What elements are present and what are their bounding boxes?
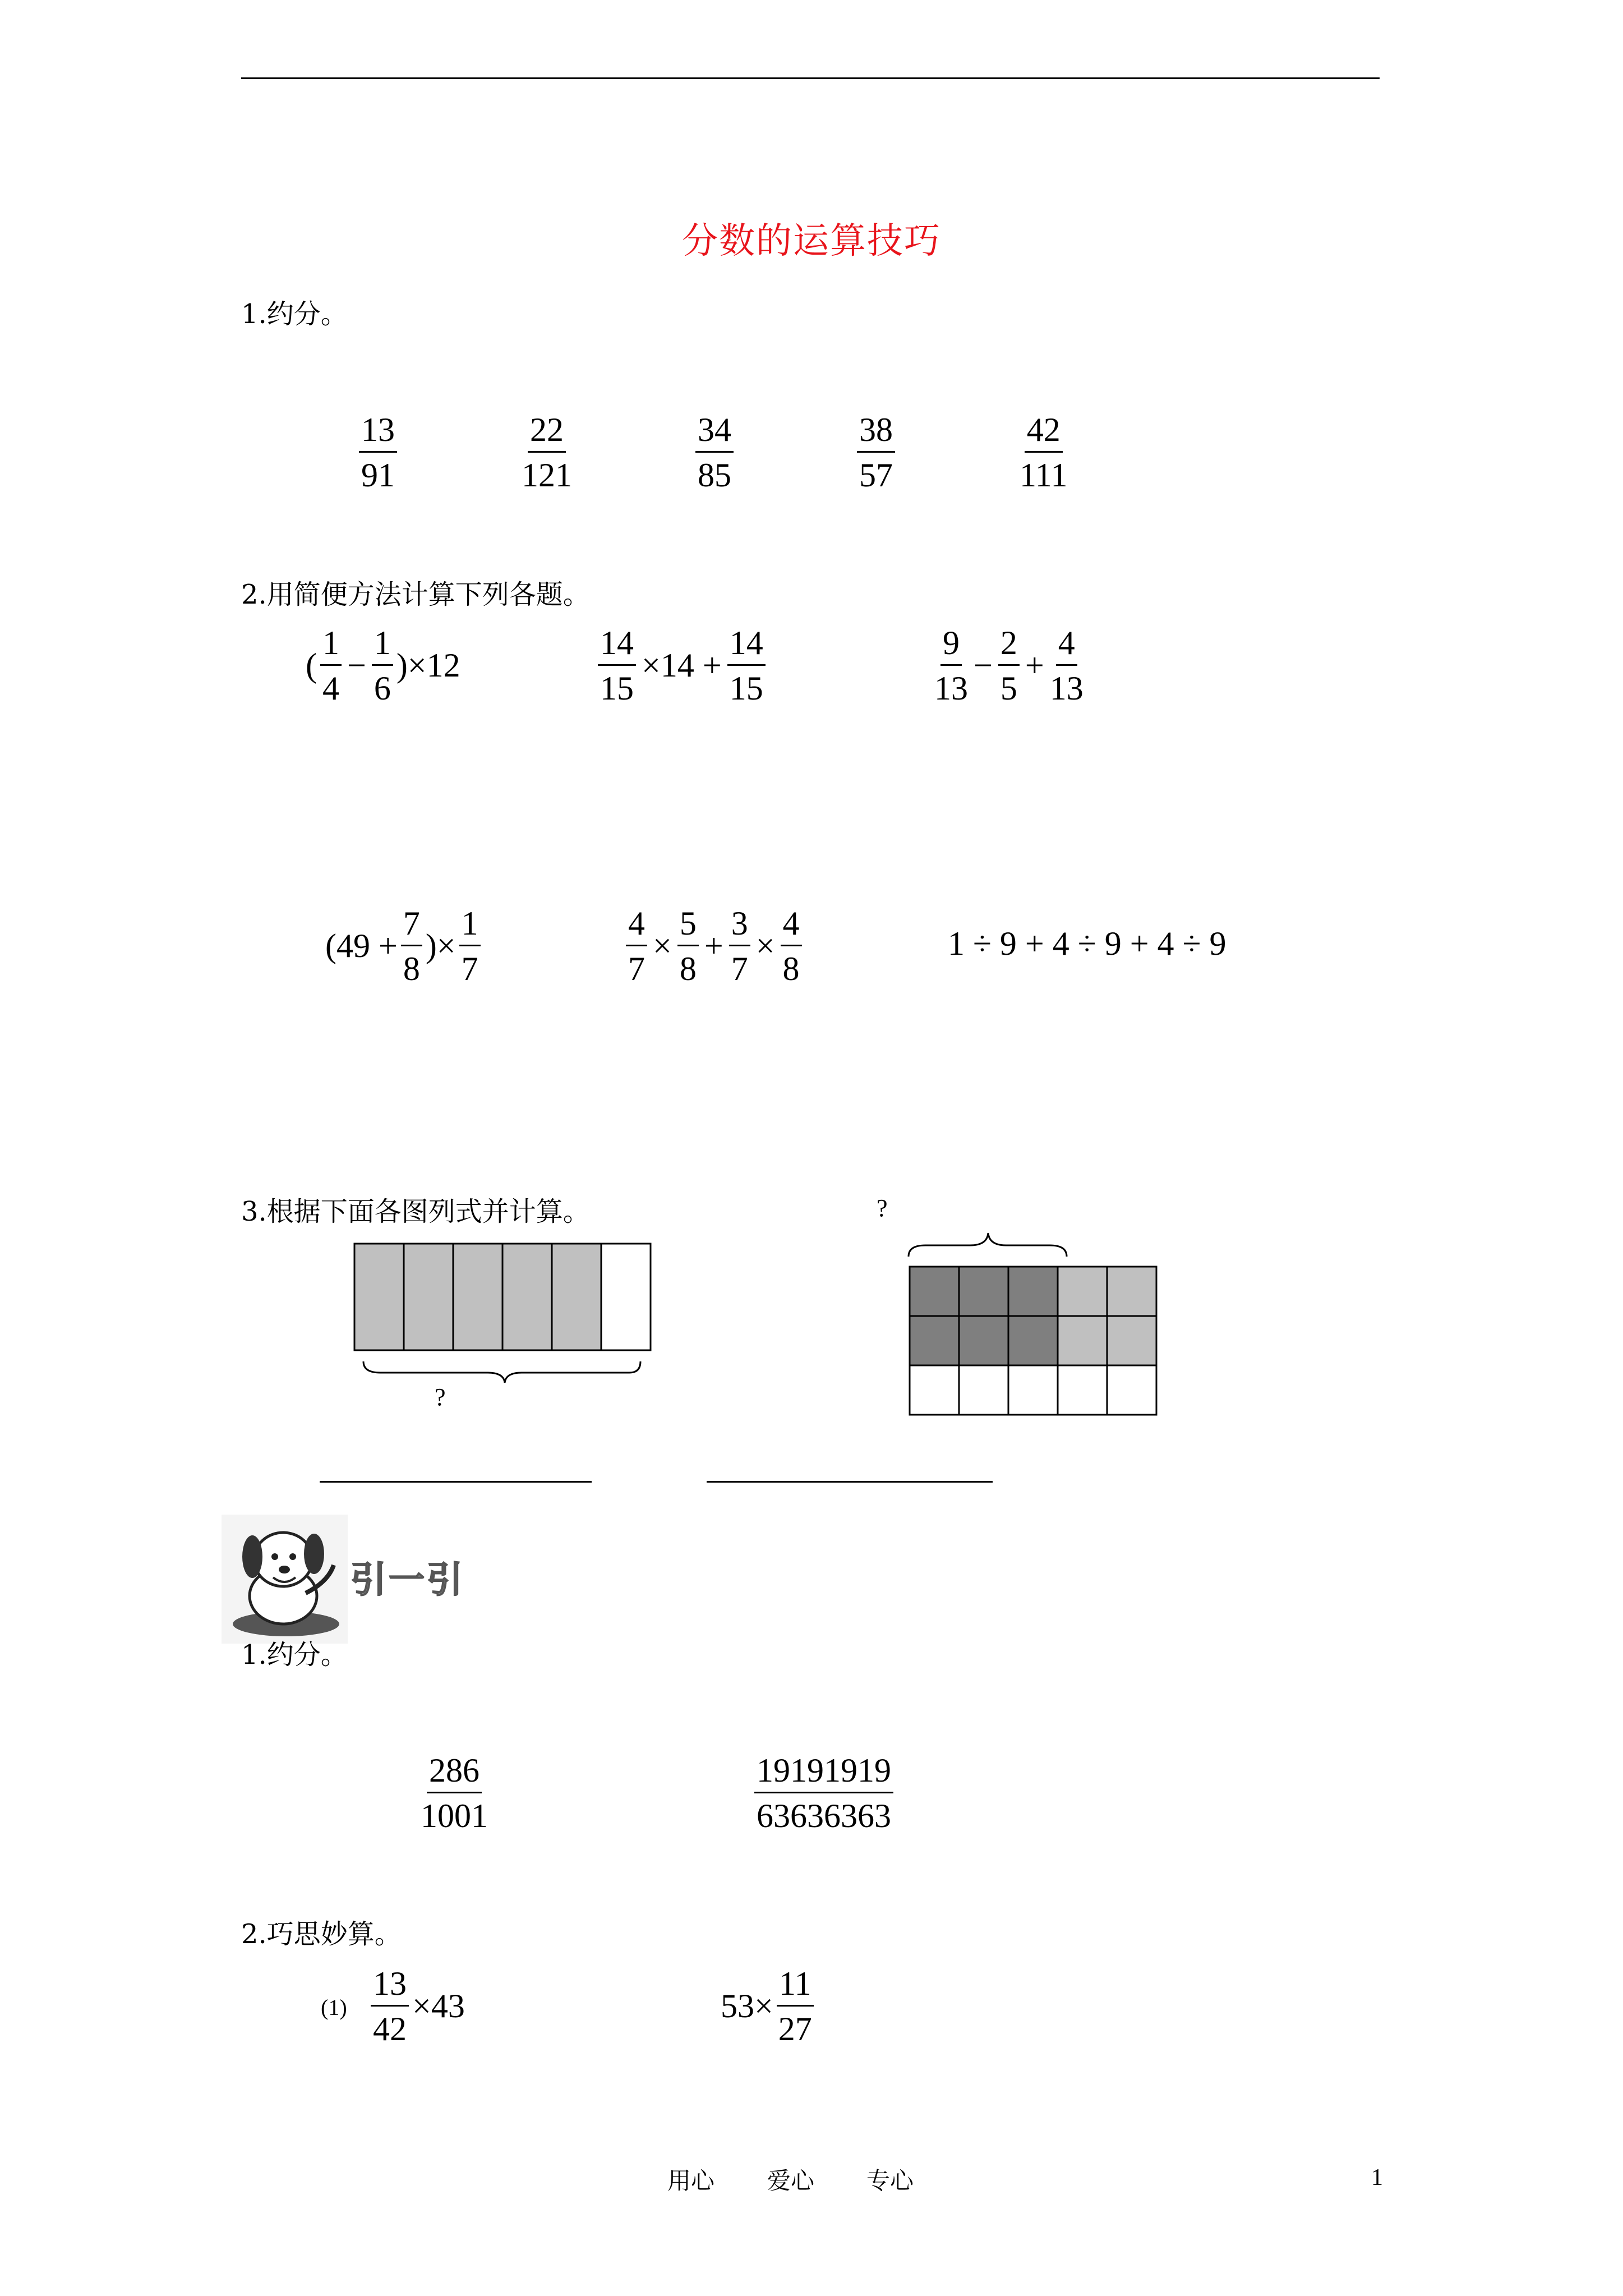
section1-heading: 1.约分。 <box>241 298 348 330</box>
grid-cell-empty <box>1107 1365 1156 1415</box>
page-number: 1 <box>1371 2165 1383 2191</box>
bar-cell-shaded <box>502 1244 552 1350</box>
footer-word-3: 专心 <box>866 2167 914 2194</box>
diagram-grid <box>903 1223 1166 1425</box>
grid-cell-light <box>1107 1267 1156 1316</box>
expression-3: $\frac{9}{13}$ − $\frac{2}{5}$ + $\frac{4}{13}$ <box>931 623 1087 708</box>
bar-cell-shaded <box>404 1244 453 1350</box>
grid-cell-light <box>1058 1316 1107 1365</box>
section3-heading: 3.根据下面各图列式并计算。 <box>241 1196 590 1227</box>
guide-fraction-2: $\frac{19191919}{63636363}$ <box>754 1750 893 1836</box>
grid-cell-empty <box>1058 1365 1107 1415</box>
grid-cells <box>910 1267 1156 1415</box>
guide-q2-label: (1) <box>321 1995 347 2020</box>
guide-fraction-1: $\frac{286}{1001}$ <box>421 1750 488 1836</box>
fraction-4: $\frac{38}{57}$ <box>857 409 895 495</box>
brace-bottom <box>363 1361 640 1383</box>
expression-6: 1 ÷ 9 + 4 ÷ 9 + 4 ÷ 9 <box>948 925 1227 962</box>
guide-q1-heading: 1.约分。 <box>241 1639 348 1671</box>
bar-cells <box>354 1244 651 1350</box>
grid-cell-light <box>1107 1316 1156 1365</box>
bar-cell-shaded <box>453 1244 502 1350</box>
expression-5: $\frac{4}{7}$ × $\frac{5}{8}$ + $\frac{3}{7}$ × $\frac{4}{8}$ <box>623 903 805 989</box>
question-mark-top: ? <box>877 1194 888 1222</box>
bar-cell-shaded <box>552 1244 601 1350</box>
expression-1: ( $\frac{1}{4}$ − $\frac{1}{6}$ )×12 <box>306 623 460 708</box>
grid-cell-empty <box>910 1365 959 1415</box>
brace-top <box>909 1233 1067 1257</box>
answer-line-1 <box>320 1481 592 1483</box>
grid-cell-dark <box>959 1267 1008 1316</box>
grid-cell-empty <box>959 1365 1008 1415</box>
grid-cell-empty <box>1008 1365 1058 1415</box>
grid-cell-dark <box>910 1316 959 1365</box>
guide-banner-title: 引一引 <box>351 1559 465 1601</box>
diagram-bar <box>353 1243 667 1422</box>
grid-cell-dark <box>1008 1267 1058 1316</box>
footer-word-1: 用心 <box>667 2167 715 2194</box>
section2-heading: 2.用简便方法计算下列各题。 <box>241 579 590 610</box>
question-mark-bottom: ? <box>435 1383 446 1411</box>
answer-line-2 <box>707 1481 993 1483</box>
page-title: 分数的运算技巧 <box>682 220 941 262</box>
bar-cell-shaded <box>354 1244 404 1350</box>
fraction-3: $\frac{34}{85}$ <box>695 409 734 495</box>
dog-mascot-icon <box>222 1515 348 1644</box>
footer-word-2: 爱心 <box>767 2167 815 2194</box>
grid-cell-dark <box>910 1267 959 1316</box>
grid-cell-light <box>1058 1267 1107 1316</box>
header-rule <box>241 77 1380 79</box>
fraction-1: $\frac{13}{91}$ <box>359 409 397 495</box>
grid-cell-dark <box>959 1316 1008 1365</box>
bar-cell-empty <box>601 1244 651 1350</box>
grid-cell-dark <box>1008 1316 1058 1365</box>
guide-expression-1: $\frac{13}{42}$ ×43 <box>367 1963 465 2049</box>
fraction-2: $\frac{22}{121}$ <box>522 409 572 495</box>
guide-q2-heading: 2.巧思妙算。 <box>241 1918 402 1950</box>
expression-4: (49 + $\frac{7}{8}$ )× $\frac{1}{7}$ <box>325 903 484 989</box>
guide-expression-2: 53× $\frac{11}{27}$ <box>721 1963 817 2049</box>
expression-2: $\frac{14}{15}$ ×14 + $\frac{14}{15}$ <box>594 623 769 708</box>
fraction-5: $\frac{42}{111}$ <box>1020 409 1068 495</box>
